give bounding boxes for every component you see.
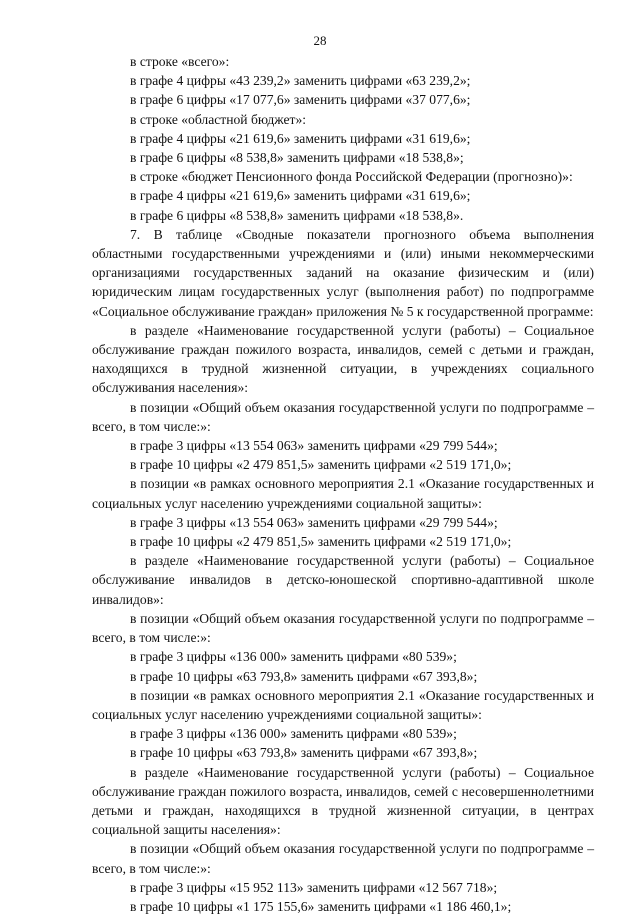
paragraph: в графе 3 цифры «13 554 063» заменить цифрами «29 799 544»; (130, 514, 498, 530)
paragraph: в строке «областной бюджет»: (130, 111, 307, 127)
paragraph: в графе 6 цифры «17 077,6» заменить цифрами «37 077,6»; (130, 92, 471, 108)
paragraph: в позиции «в рамках основного мероприятия 2.1 «Оказание государственных и социальных услуг населению учреждениями социальной защиты»: (92, 687, 594, 722)
paragraph: в строке «бюджет Пенсионного фонда Российской Федерации (прогнозно)»: (130, 169, 573, 185)
paragraph: в разделе «Наименование государственной услуги (работы) – Социальное обслуживание граждан пожилого возраста, инвалидов, семей с детьми и граждан, находящихся в трудной жизненной ситуации, в учреждениях социального обслуживания населения»: (92, 322, 594, 396)
paragraph: в графе 4 цифры «21 619,6» заменить цифрами «31 619,6»; (130, 188, 471, 204)
paragraph: в графе 10 цифры «2 479 851,5» заменить цифрами «2 519 171,0»; (130, 534, 512, 550)
paragraph: в графе 3 цифры «13 554 063» заменить цифрами «29 799 544»; (130, 438, 498, 454)
paragraph: 7. В таблице «Сводные показатели прогнозного объема выполнения областными государственными учреждениями и (или) иными некоммерческими организациями государственных заданий на оказание физическим и (или) юридическим лицам государственных услуг (выполнения работ) по подпрограмме «Социальное обслуживание граждан» приложения № 5 к государственной программе: (92, 226, 594, 319)
document-body (92, 52, 594, 916)
paragraph: в графе 4 цифры «21 619,6» заменить цифрами «31 619,6»; (130, 130, 471, 146)
paragraph: в графе 10 цифры «2 479 851,5» заменить цифрами «2 519 171,0»; (130, 457, 512, 473)
paragraph: в графе 6 цифры «8 538,8» заменить цифрами «18 538,8»; (130, 150, 464, 166)
paragraph: в позиции «Общий объем оказания государственной услуги по подпрограмме – всего, в том числе:»: (92, 610, 594, 646)
paragraph: в позиции «Общий объем оказания государственной услуги по подпрограмме – всего, в том числе:»: (92, 399, 594, 434)
paragraph: в разделе «Наименование государственной услуги (работы) – Социальное обслуживание граждан пожилого возраста, инвалидов, семей с несовершеннолетними детьми и граждан, находящихся в трудной жизненной ситуации, в центрах социальной защиты населения»: (92, 764, 594, 838)
paragraph: в позиции «в рамках основного мероприятия 2.1 «Оказание государственных и социальных услуг населению учреждениями социальной защиты»: (92, 476, 594, 511)
paragraph: в строке «всего»: (130, 54, 230, 69)
paragraph: в графе 10 цифры «1 175 155,6» заменить цифрами «1 186 460,1»; (130, 898, 512, 914)
paragraph: в графе 6 цифры «8 538,8» заменить цифрами «18 538,8». (130, 207, 464, 223)
paragraph: в графе 3 цифры «15 952 113» заменить цифрами «12 567 718»; (130, 879, 498, 895)
paragraph: в графе 3 цифры «136 000» заменить цифрами «80 539»; (130, 726, 457, 742)
paragraph: в графе 10 цифры «63 793,8» заменить цифрами «67 393,8»; (130, 668, 478, 684)
paragraph: в позиции «Общий объем оказания государственной услуги по подпрограмме – всего, в том числе:»: (92, 841, 594, 876)
paragraph: в разделе «Наименование государственной услуги (работы) – Социальное обслуживание инвалидов в детско-юношеской спортивно-адаптивной школе инвалидов»: (92, 553, 594, 607)
page-number: 28 (313, 33, 327, 48)
paragraph: в графе 4 цифры «43 239,2» заменить цифрами «63 239,2»; (130, 73, 471, 89)
paragraph: в графе 3 цифры «136 000» заменить цифрами «80 539»; (130, 649, 457, 665)
paragraph: в графе 10 цифры «63 793,8» заменить цифрами «67 393,8»; (130, 745, 478, 761)
